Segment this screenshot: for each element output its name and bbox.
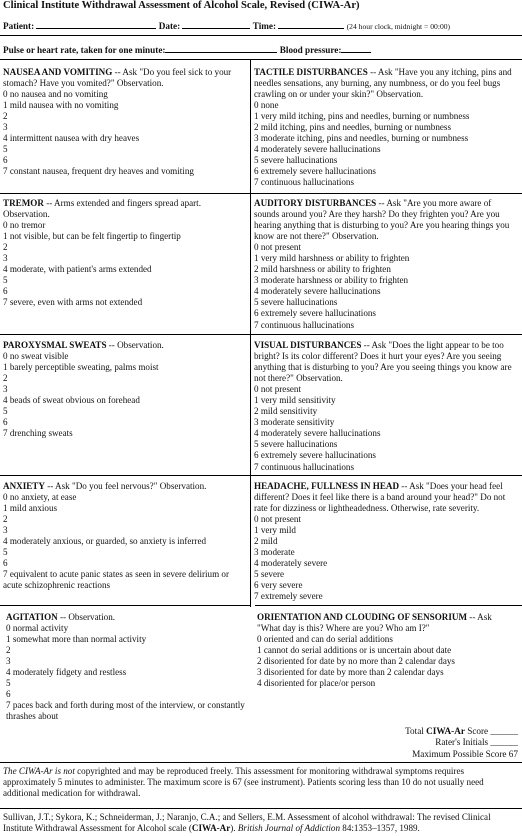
score-option-continuation: acute schizophrenic reactions [3, 580, 111, 591]
score-option[interactable]: 3 [6, 656, 11, 667]
section-heading: TREMOR [3, 198, 44, 208]
note-rest: copyrighted and may be reproduced freely. This assessment for monitoring withdrawal symptoms requires approximately 5 minutes to administer. The maximum score is 67 (see instrument). Patients scoring less than 10 do not usually need additional medication for withdrawal. [3, 766, 484, 799]
section-prompt: -- Ask "Does the light appear to be too [361, 340, 504, 350]
rater-initials-line[interactable]: Rater's Initials ______ [435, 737, 518, 748]
score-option[interactable]: 6 extremely severe hallucinations [254, 166, 376, 177]
score-option[interactable]: 4 moderately severe hallucinations [254, 144, 381, 155]
score-option-continuation: thrashes about [6, 711, 59, 722]
time-label: Time: [252, 21, 277, 31]
score-option[interactable]: 1 very mild [254, 525, 296, 536]
score-option[interactable]: 5 [3, 547, 8, 558]
score-option[interactable]: 1 barely perceptible sweating, palms moist [3, 362, 159, 373]
score-option[interactable]: 6 [3, 286, 8, 297]
score-option[interactable]: 5 severe hallucinations [254, 297, 338, 308]
date-label: Date: [158, 21, 181, 31]
score-option[interactable]: 2 [6, 645, 11, 656]
section-heading: ORIENTATION AND CLOUDING OF SENSORIUM [257, 612, 468, 622]
score-option[interactable]: 5 severe hallucinations [254, 155, 338, 166]
score-option[interactable]: 2 [3, 373, 8, 384]
patient-info-line [3, 19, 450, 31]
section-heading: HEADACHE, FULLNESS IN HEAD [254, 481, 400, 491]
score-option[interactable]: 5 [6, 678, 11, 689]
score-option[interactable]: 7 severe, even with arms not extended [3, 297, 143, 308]
section-tremor [3, 198, 248, 308]
column-divider [250, 59, 251, 607]
section-prompt: not there?" Observation. [254, 373, 343, 384]
score-option[interactable]: 2 [3, 514, 8, 525]
score-option[interactable]: 4 moderately fidgety and restless [6, 667, 127, 678]
section-heading: PAROXYSMAL SWEATS [3, 340, 107, 350]
section-headache [254, 481, 520, 603]
score-option[interactable]: 0 no sweat visible [3, 351, 69, 362]
score-option[interactable]: 7 continuous hallucinations [254, 461, 355, 472]
divider [0, 808, 522, 809]
divider [0, 193, 250, 194]
pulse-field[interactable] [165, 43, 277, 53]
patient-label: Patient: [3, 21, 35, 31]
score-option[interactable]: 4 moderately severe [254, 558, 328, 569]
divider [0, 475, 250, 476]
score-option[interactable]: 6 [6, 689, 11, 700]
page-title: Clinical Institute Withdrawal Assessment of Alcohol Scale, Revised (CIWA-Ar) [3, 0, 360, 11]
section-prompt: -- Ask "Have you any itching, pins and [367, 67, 512, 77]
score-option[interactable]: 5 severe hallucinations [254, 439, 338, 450]
citation [3, 812, 515, 834]
score-option[interactable]: 4 moderately anxious, or guarded, so anxiety is inferred [3, 536, 207, 547]
score-option[interactable]: 0 oriented and can do serial additions [257, 634, 393, 645]
section-visual [254, 340, 520, 473]
section-heading: AUDITORY DISTURBANCES [254, 198, 377, 208]
score-option[interactable]: 6 [3, 558, 8, 569]
score-option[interactable]: 7 constant nausea, frequent dry heaves and vomiting [3, 166, 194, 177]
date-field[interactable] [182, 19, 250, 29]
score-option[interactable]: 0 not present [254, 514, 301, 525]
score-option[interactable]: 1 mild nausea with no vomiting [3, 100, 119, 111]
section-heading: ANXIETY [3, 481, 45, 491]
score-option[interactable]: 7 continuous hallucinations [254, 177, 355, 188]
score-option[interactable]: 1 mild anxious [3, 503, 58, 514]
section-heading: VISUAL DISTURBANCES [254, 340, 362, 350]
score-option[interactable]: 4 intermittent nausea with dry heaves [3, 133, 140, 144]
pulse-label: Pulse or heart rate, taken for one minute: [3, 45, 166, 55]
section-heading: TACTILE DISTURBANCES [254, 67, 368, 77]
section-prompt: "What day is this? Where are you? Who am I?" [257, 623, 430, 634]
score-option[interactable]: 3 moderate sensitivity [254, 417, 335, 428]
section-agitation [6, 612, 250, 722]
patient-field[interactable] [36, 19, 156, 29]
section-prompt: Observation. [3, 209, 50, 220]
section-prompt: know are not there?" Observation. [254, 231, 379, 242]
bp-label: Blood pressure: [279, 45, 342, 55]
section-prompt: -- Ask "Does your head feel [399, 481, 503, 491]
section-prompt: anything that is disturbing to you? Are you seeing things you know are [254, 362, 512, 373]
section-orientation [257, 612, 520, 689]
section-prompt: -- Ask "Do you feel nervous?" Observation. [44, 481, 207, 491]
score-option[interactable]: 6 extremely severe hallucinations [254, 450, 376, 461]
score-summary [405, 726, 518, 760]
section-heading: NAUSEA AND VOMITING [3, 67, 113, 77]
score-option[interactable]: 2 mild sensitivity [254, 406, 318, 417]
note-ciwa: CIWA-Ar [18, 766, 53, 776]
time-note: (24 hour clock, midnight = 00:00) [346, 22, 451, 31]
divider [251, 193, 522, 194]
score-option[interactable]: 4 moderate, with patient's arms extended [3, 264, 152, 275]
score-option[interactable]: 2 [3, 111, 8, 122]
score-option[interactable]: 6 [3, 417, 8, 428]
section-prompt: -- Arms extended and fingers spread apart. [43, 198, 201, 208]
score-option[interactable]: 5 [3, 144, 8, 155]
score-option[interactable]: 6 extremely severe hallucinations [254, 308, 376, 319]
score-option[interactable]: 4 disoriented for place/or person [257, 678, 376, 689]
score-option[interactable]: 0 not present [254, 242, 301, 253]
score-option[interactable]: 0 normal activity [6, 623, 69, 634]
score-option[interactable]: 2 disoriented for date by no more than 2 calendar days [257, 656, 455, 667]
section-prompt: bright? Is its color different? Does it hurt your eyes? Are you seeing [254, 351, 502, 362]
section-prompt: needles sensations, any burning, any numbness, or do you feel bugs [254, 78, 501, 89]
score-option[interactable]: 3 [3, 122, 8, 133]
score-option[interactable]: 3 [3, 384, 8, 395]
score-option[interactable]: 0 no tremor [3, 220, 46, 231]
score-option[interactable]: 1 cannot do serial additions or is uncertain about date [257, 645, 452, 656]
time-field[interactable] [278, 19, 344, 29]
vitals-line [3, 43, 371, 55]
score-option[interactable]: 7 equivalent to acute panic states as seen in severe delirium or [3, 569, 229, 580]
score-option[interactable]: 4 moderately severe hallucinations [254, 286, 381, 297]
divider [0, 605, 250, 606]
score-option[interactable]: 6 [3, 155, 8, 166]
score-option[interactable]: 0 none [254, 100, 279, 111]
divider [251, 334, 522, 335]
score-option[interactable]: 3 [3, 525, 8, 536]
score-option[interactable]: 1 somewhat more than normal activity [6, 634, 147, 645]
section-prompt: different? Does it feel like there is a band around your head?" Do not [254, 492, 506, 503]
section-nausea [3, 67, 248, 177]
section-prompt: hearing anything that is disturbing to you? Are you hearing things you [254, 220, 510, 231]
score-option[interactable]: 5 severe [254, 569, 285, 580]
cite-bold: CIWA-Ar [191, 823, 231, 834]
divider [0, 59, 522, 60]
note-the: The [3, 766, 19, 776]
cite-part2: ). [230, 823, 238, 834]
divider [0, 334, 250, 335]
score-option[interactable]: 2 mild [254, 536, 278, 547]
score-option[interactable]: 3 moderate itching, pins and needles, burning or numbness [254, 133, 469, 144]
score-option[interactable]: 1 not visible, but can be felt fingertip to fingertip [3, 231, 181, 242]
section-prompt: -- Observation. [57, 612, 116, 622]
total-prefix: Total [405, 726, 427, 736]
section-prompt: sounds around you? Are they harsh? Do they frighten you? Are you [254, 209, 500, 220]
score-option[interactable]: 0 no anxiety, at ease [3, 492, 77, 503]
score-option[interactable]: 1 very mild sensitivity [254, 395, 336, 406]
score-option[interactable]: 1 very mild harshness or ability to frighten [254, 253, 410, 264]
section-prompt: crawling on or under your skin?" Observation. [254, 89, 424, 100]
section-anxiety [3, 481, 248, 591]
total-bold: CIWA-Ar [426, 726, 465, 736]
score-option[interactable]: 3 disoriented for date by more than 2 calendar days [257, 667, 444, 678]
section-prompt: rate for dizziness or lightheadedness. Otherwise, rate severity. [254, 503, 480, 514]
section-prompt: stomach? Have you vomited?" Observation. [3, 78, 164, 89]
score-option[interactable]: 0 not present [254, 384, 301, 395]
score-option[interactable]: 2 mild harshness or ability to frighten [254, 264, 391, 275]
section-auditory [254, 198, 520, 331]
section-prompt: -- Ask "Do you feel sick to your [112, 67, 232, 77]
score-option[interactable]: 7 extremely severe [254, 591, 323, 602]
divider [251, 475, 522, 476]
score-option[interactable]: 1 very mild itching, pins and needles, burning or numbness [254, 111, 470, 122]
bp-field[interactable] [341, 43, 371, 53]
score-option[interactable]: 4 moderately severe hallucinations [254, 428, 381, 439]
score-option[interactable]: 3 moderate harshness or ability to frighten [254, 275, 409, 286]
usage-note [3, 766, 515, 800]
score-option[interactable]: 6 very severe [254, 580, 303, 591]
score-option[interactable]: 7 drenching sweats [3, 428, 73, 439]
cite-part1: Sullivan, J.T.; Sykora, K.; Schneiderman, J.; Naranjo, C.A.; and Sellers, E.M. Assessment of alcohol withdrawal: The revised Clinical Institute Withdrawal Assessment for Alcohol scale ( [3, 812, 491, 834]
divider [255, 605, 522, 606]
score-option[interactable]: 3 moderate [254, 547, 295, 558]
total-score-line[interactable] [405, 726, 518, 737]
score-option[interactable]: 0 no nausea and no vomiting [3, 89, 108, 100]
max-score-line: Maximum Possible Score 67 [412, 748, 518, 759]
section-prompt: -- Ask "Are you more aware of [376, 198, 492, 208]
score-option[interactable]: 2 [3, 242, 8, 253]
section-tactile [254, 67, 520, 189]
section-sweats [3, 340, 248, 439]
section-prompt: -- Ask [467, 612, 492, 622]
divider [0, 762, 522, 763]
cite-part3: 84:1353–1357, 1989. [340, 823, 420, 834]
section-prompt: -- Observation. [106, 340, 164, 350]
divider [0, 35, 522, 36]
score-option[interactable]: 5 [3, 275, 8, 286]
score-option[interactable]: 3 [3, 253, 8, 264]
score-option[interactable]: 5 [3, 406, 8, 417]
score-option[interactable]: 7 continuous hallucinations [254, 319, 355, 330]
section-heading: AGITATION [6, 612, 58, 622]
cite-journal: British Journal of Addiction [237, 823, 340, 834]
total-suffix: Score ______ [464, 726, 518, 736]
note-is-not: is not [52, 766, 75, 776]
score-option[interactable]: 4 beads of sweat obvious on forehead [3, 395, 140, 406]
score-option[interactable]: 2 mild itching, pins and needles, burning or numbness [254, 122, 452, 133]
score-option[interactable]: 7 paces back and forth during most of the interview, or constantly [6, 700, 245, 711]
